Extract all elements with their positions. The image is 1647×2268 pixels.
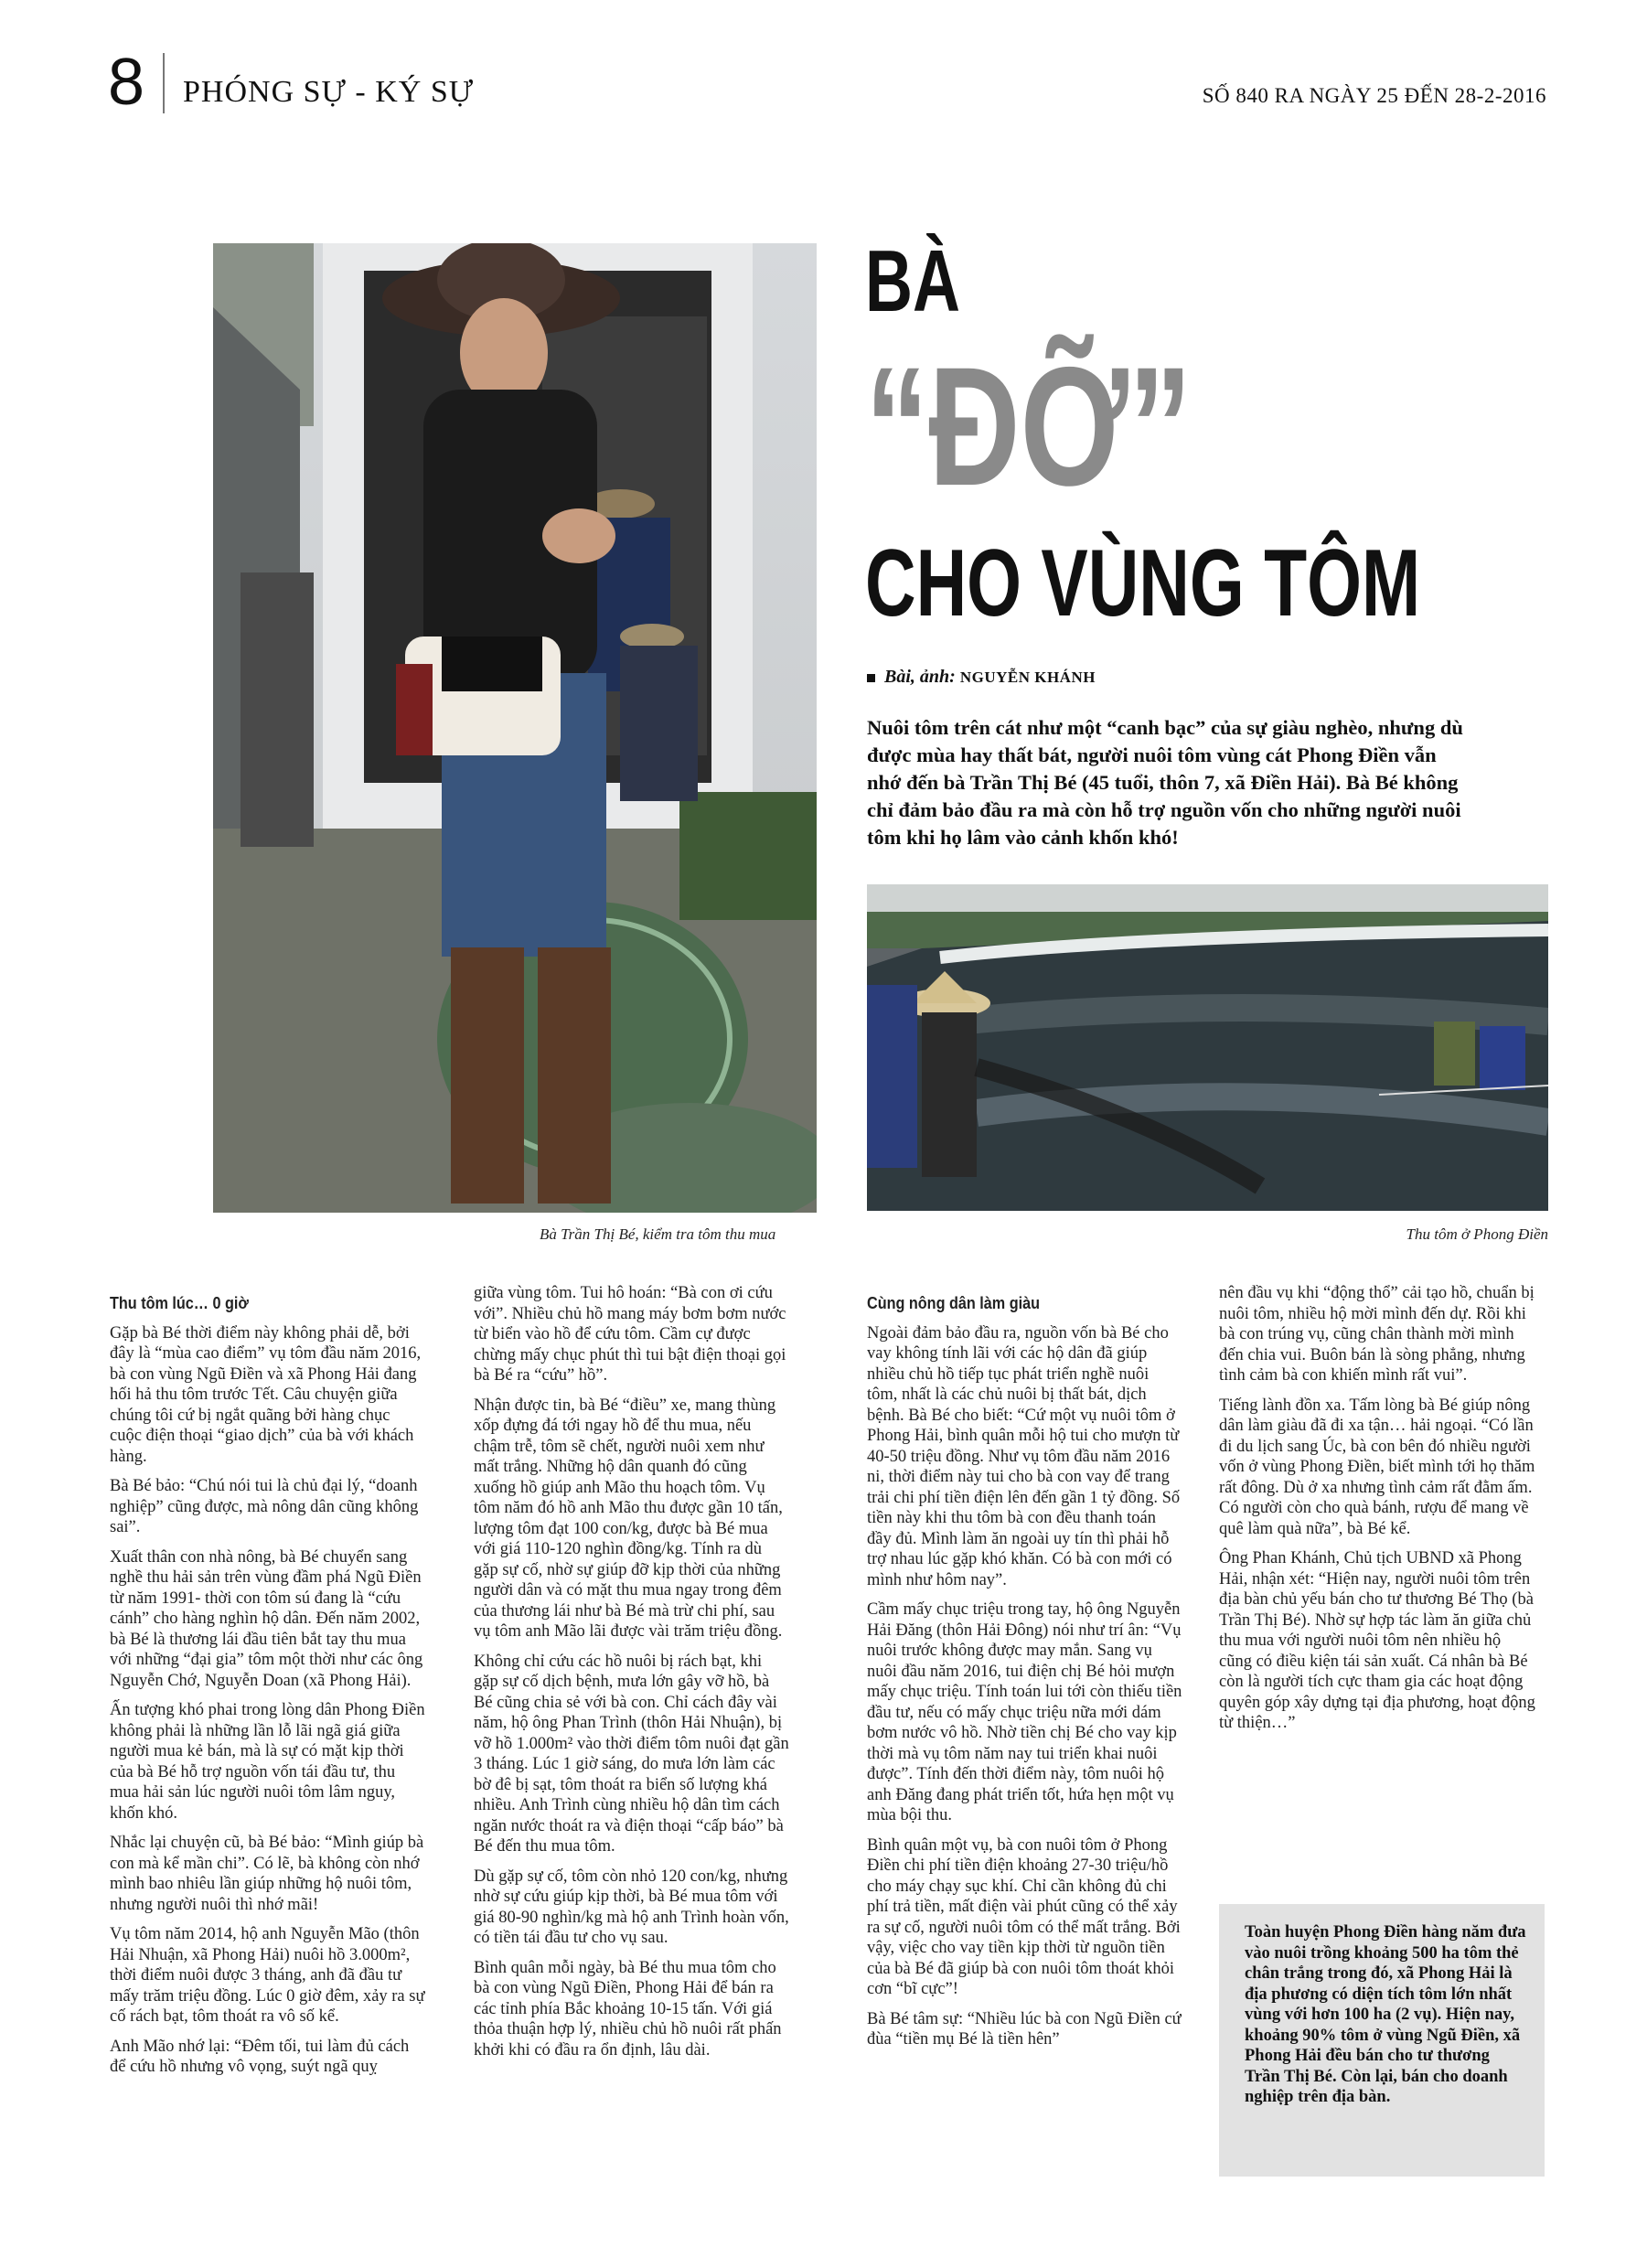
byline [867, 667, 1096, 688]
body-paragraph: Gặp bà Bé thời điểm này không phải dễ, bởi đây là “mùa cao điểm” vụ tôm đầu năm 2016, bà con vùng Ngũ Điền và xã Phong Hải đang hối hả thu tôm trước Tết. Câu chuyện giữa chúng tôi cứ bị ngắt quãng bởi hàng chục cuộc điện thoại “giao dịch” của bà với khách hàng. [110, 1323, 422, 1466]
article-column-4 [1219, 1283, 1535, 1743]
body-paragraph: Không chỉ cứu các hồ nuôi bị rách bạt, khi gặp sự cố dịch bệnh, mưa lớn gây vỡ hồ, bà Bé cũng chia sẻ với bà con. Chỉ cách đây vài năm, hộ ông Phan Trình (thôn Hải Nhuận), bị vỡ hồ 1.000m² vào thời điểm tôm nuôi đạt gần 3 tháng. Lúc 1 giờ sáng, do mưa lớn làm các bờ đê bị sạt, tôm thoát ra biển số lượng khá nhiều. Anh Trình cùng nhiều hộ dân tìm cách ngăn nước thoát ra và điện thoại “cấp báo” bà Bé đến thu mua tôm. [474, 1652, 789, 1856]
body-paragraph: Bà Bé bảo: “Chú nói tui là chủ đại lý, “doanh nghiệp” cũng được, mà nông dân cũng không sai”. [110, 1477, 419, 1536]
photo-woman-inspecting-shrimp [213, 243, 817, 1213]
photo-shrimp-harvest [867, 884, 1548, 1211]
photo-2-illustration [867, 884, 1548, 1211]
lead-paragraph: Nuôi tôm trên cát như một “canh bạc” của sự giàu nghèo, nhưng dù được mùa hay thất bát, người nuôi tôm vùng cát Phong Điền vẫn nhớ đến bà Trần Thị Bé (45 tuổi, thôn 7, xã Điền Hải). Bà Bé không chỉ đảm bảo đầu ra mà còn hỗ trợ nguồn vốn cho những người nuôi tôm khi họ lâm vào cảnh khốn khó! [867, 716, 1463, 849]
body-paragraph: Ông Phan Khánh, Chủ tịch UBND xã Phong Hải, nhận xét: “Hiện nay, người nuôi tôm trên địa bàn chủ yếu bán cho tư thương Bé Thọ (bà Trần Thị Bé). Nhờ sự hợp tác làm ăn giữa chủ thu mua với người nuôi tôm nên nhiều hộ cũng có điều kiện tái sản xuất. Cá nhân bà Bé còn là người tích cực tham gia các hoạt động quyên góp xây dựng tại địa phương, hoạt động từ thiện…” [1219, 1549, 1535, 1732]
byline-author: NGUYỄN KHÁNH [959, 669, 1096, 686]
body-paragraph: Ngoài đảm bảo đầu ra, nguồn vốn bà Bé cho vay không tính lãi với các hộ dân đã giúp nhiều chủ hồ tiếp tục phát triển nghề nuôi tôm, nhất là các chủ nuôi bị thất bát, dịch bệnh. Bà Bé cho biết: “Cứ một vụ nuôi tôm ở Phong Hải, bình quân mỗi hộ tui cho mượn từ 40-50 triệu đồng. Như vụ tôm đầu năm 2016 ni, thời điểm này tui cho bà con vay để trang trải chi phí tiền điện lên đến gần 1 tỷ đồng. Số tiền này khi thu tôm bà con đều thanh toán đầy đủ. Mình làm ăn ngoài uy tín thì phải hỗ trợ nhau lúc gặp khó khăn. Có bà con mới có mình như hôm nay”. [867, 1323, 1181, 1589]
headline-line-2: “ĐỠ” [865, 333, 1192, 521]
article-column-2 [474, 1283, 790, 2070]
headline-line-3: CHO VÙNG TÔM [865, 530, 1421, 637]
page-number: 8 [108, 46, 145, 119]
headline-line-1: BÀ [865, 232, 960, 330]
body-paragraph: Cầm mấy chục triệu trong tay, hộ ông Nguyễn Hải Đăng (thôn Hải Đông) nói như trí ân: “Vụ nuôi trước không được may mắn. Sang vụ nuôi đầu năm 2016, tui điện chị Bé hỏi mượn mấy chục triệu. Tính toán lui tới còn thiếu tiền đầu tư, nếu có mấy chục triệu nữa mới dám bơm nước vô hồ. Nhờ tiền chị Bé cho vay kịp thời mà vụ tôm năm nay tui triển khai nuôi được”. Tính đến thời điểm này, tôm nuôi hộ anh Đăng đang phát triển tốt, hứa hẹn một vụ mùa bội thu. [867, 1600, 1182, 1824]
body-paragraph: Vụ tôm năm 2014, hộ anh Nguyễn Mão (thôn Hải Nhuận, xã Phong Hải) nuôi hồ 3.000m², thời điểm nuôi được 3 tháng, anh đã đầu tư mấy trăm triệu đồng. Lúc 0 giờ đêm, xảy ra sự cố rách bạt, tôm thoát ra vô số kể. [110, 1925, 425, 2026]
body-paragraph: Anh Mão nhớ lại: “Đêm tối, tui làm đủ cách để cứu hồ nhưng vô vọng, suýt ngã quỵ [110, 2037, 410, 2076]
body-paragraph: Bà Bé tâm sự: “Nhiều lúc bà con Ngũ Điền cứ đùa “tiền mụ Bé là tiền hên” [867, 2009, 1182, 2049]
body-paragraph: Nhắc lại chuyện cũ, bà Bé bảo: “Mình giúp bà con mà kể mần chi”. Có lẽ, bà không còn nhớ mình bao nhiêu lần giúp những hộ nuôi tôm, nhưng người nuôi thì nhớ mãi! [110, 1834, 424, 1914]
header-divider [163, 53, 165, 113]
body-paragraph: Nhận được tin, bà Bé “điều” xe, mang thùng xốp đựng đá tới ngay hồ để thu mua, nếu chậm trễ, tôm sẽ chết, người nuôi xem như mất trắng. Những hộ dân quanh đó cũng xuống hồ giúp anh Mão thu hoạch tôm. Vụ tôm năm đó hồ anh Mão thu được gần 10 tấn, lượng tôm đạt 100 con/kg, được bà Bé mua với giá 110-120 nghìn đồng/kg. Tính ra dù gặp sự cố, nhờ sự giúp đỡ kịp thời của những người dân và có mặt thu mua ngay trong đêm của thương lái như bà Bé mà trừ chi phí, sau vụ tôm anh Mão lãi được vài trăm triệu đồng. [474, 1396, 783, 1641]
article-column-3 [867, 1289, 1183, 2059]
body-paragraph: Ấn tượng khó phai trong lòng dân Phong Điền không phải là những lần lỗ lãi ngã giá giữa người mua kẻ bán, mà là sự có mặt kịp thời của bà Bé hỗ trợ nguồn vốn tái đầu tư, thu mua hải sản lúc người nuôi tôm lâm nguy, khốn khó. [110, 1701, 425, 1823]
subheading-thu-tom: Thu tôm lúc… 0 giờ [110, 1294, 249, 1312]
fact-box: Toàn huyện Phong Điền hàng năm đưa vào nuôi trồng khoảng 500 ha tôm thẻ chân trắng trong đó, xã Phong Hải là địa phương có diện tích tôm lớn nhất vùng với hơn 100 ha (2 vụ). Hiện nay, khoảng 90% tôm ở vùng Ngũ Điền, xã Phong Hải đều bán cho tư thương Trần Thị Bé. Còn lại, bán cho doanh nghiệp trên địa bàn. [1219, 1904, 1545, 2177]
body-paragraph: giữa vùng tôm. Tui hô hoán: “Bà con ơi cứu với”. Nhiều chủ hồ mang máy bơm bơm nước từ biển vào hồ để cứu tôm. Cầm cự được chừng mấy chục phút thì tui bật điện thoại gọi bà Bé ra “cứu” hồ”. [474, 1284, 786, 1385]
photo-1-illustration [213, 243, 817, 1213]
body-paragraph: Bình quân một vụ, bà con nuôi tôm ở Phong Điền chi phí tiền điện khoảng 27-30 triệu/hồ cho máy chạy sục khí. Chỉ cần không đủ chi phí trả tiền, mất điện vài phút cũng có thể xảy ra sự cố, người nuôi tôm có thể mất trắng. Bởi vậy, việc cho vay tiền kịp thời từ nguồn tiền của bà Bé đã giúp bà con nuôi tôm thoát khỏi cơn “bĩ cực”! [867, 1835, 1181, 1998]
body-paragraph: Bình quân mỗi ngày, bà Bé thu mua tôm cho bà con vùng Ngũ Điền, Phong Hải để bán ra các tỉnh phía Bắc khoảng 10-15 tấn. Với giá thỏa thuận hợp lý, nhiều chủ hồ nuôi rất phấn khởi khi có đầu ra ổn định, lâu dài. [474, 1958, 782, 2059]
issue-date-line: SỐ 840 RA NGÀY 25 ĐẾN 28-2-2016 [1202, 84, 1546, 107]
subheading-cung-nong-dan: Cùng nông dân làm giàu [867, 1294, 1040, 1312]
byline-bullet-icon [867, 674, 875, 682]
photo-2-caption: Thu tôm ở Phong Điền [1406, 1225, 1548, 1243]
body-paragraph: Xuất thân con nhà nông, bà Bé chuyển sang nghề thu hải sản trên vùng đầm phá Ngũ Điền từ năm 1991- thời con tôm sú đang là “cứu cánh” cho hàng nghìn hộ dân. Đến năm 2002, bà Bé là thương lái đầu tiên bắt tay thu mua với những “đại gia” tôm một thời như các ông Nguyễn Chớ, Nguyễn Doan (xã Phong Hải). [110, 1547, 423, 1690]
byline-label: Bài, ảnh: [884, 667, 956, 687]
body-paragraph: nên đầu vụ khi “động thổ” cải tạo hồ, chuẩn bị nuôi tôm, nhiều hộ mời mình đến dự. Rồi khi bà con trúng vụ, cũng chân thành mời mình đến chia vui. Buôn bán là sòng phẳng, nhưng tình cảm bà con khiến mình rất vui”. [1219, 1284, 1535, 1385]
article-column-1 [110, 1289, 426, 2087]
section-title: PHÓNG SỰ - KÝ SỰ [183, 75, 475, 109]
body-paragraph: Dù gặp sự cố, tôm còn nhỏ 120 con/kg, nhưng nhờ sự cứu giúp kịp thời, bà Bé mua tôm với giá 80-90 nghìn/kg mà hộ anh Trình hoàn vốn, có tiền tái đầu tư cho vụ sau. [474, 1867, 789, 1947]
photo-1-caption: Bà Trần Thị Bé, kiểm tra tôm thu mua [540, 1225, 776, 1243]
body-paragraph: Tiếng lành đồn xa. Tấm lòng bà Bé giúp nông dân làm giàu đã đi xa tận… hải ngoại. “Có lần đi du lịch sang Úc, bà con bên đó nhiều người vốn ở vùng Phong Điền, biết mình tới họ thăm rất đông. Dù ở xa nhưng tình cảm rất đằm ấm. Có người còn cho quà bánh, rượu để mang về quê làm quà nữa”, bà Bé kể. [1219, 1396, 1535, 1538]
